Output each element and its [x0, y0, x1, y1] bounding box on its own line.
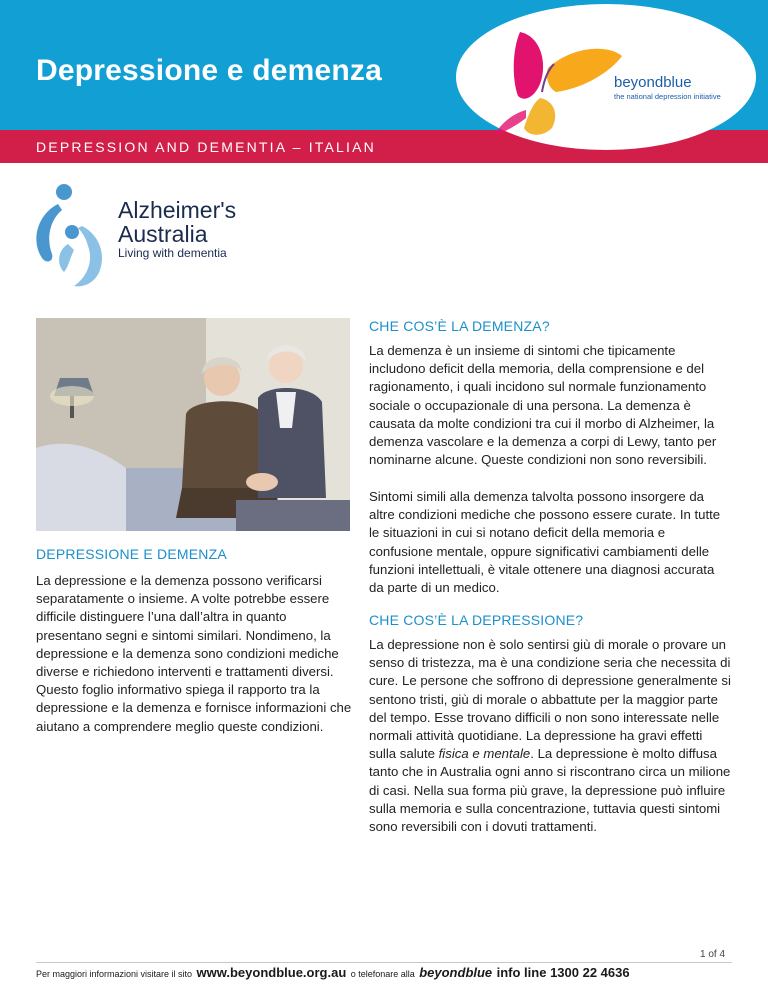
heading-what-is-depression: CHE COS’È LA DEPRESSIONE? — [369, 612, 584, 628]
depression-text-part2: . La depressione è molto diffusa tanto che in Australia ogni anno si riscontrano circa un milione di casi. Nella sua forma più grave, la depressione può influire sulla memoria e sulla concentrazione, tuttavia questi sintomi sono reversibili con i dovuti trattamenti. — [369, 746, 731, 835]
footer-mid-text: o telefonare alla — [350, 969, 415, 979]
page-title: Depressione e demenza — [36, 54, 383, 87]
paragraph-dementia-symptoms: Sintomi simili alla demenza talvolta possono insorgere da altre condizioni mediche che possono essere curate. In tutte le situazioni in cui si notano deficit della memoria e confusione mentale, oppure significativi cambiamenti delle funzioni intellettuali, è vitale ottenere una diagnosi accurata da parte di un medico. — [369, 489, 721, 596]
alzheimers-tagline: Living with dementia — [118, 246, 227, 260]
heading-depression-and-dementia: DEPRESSIONE E DEMENZA — [36, 546, 227, 562]
footer-lead-text: Per maggiori informazioni visitare il sito — [36, 969, 193, 979]
page-number: 1 of 4 — [700, 949, 726, 960]
depression-text-emphasis: fisica e mentale — [438, 746, 531, 762]
heading-what-is-dementia: CHE COS’È LA DEMENZA? — [369, 318, 550, 334]
paragraph-depression-definition — [369, 636, 731, 836]
two-women-photo — [36, 318, 350, 531]
page-subtitle: DEPRESSION AND DEMENTIA – ITALIAN — [36, 139, 376, 155]
depression-text-part1: La depressione non è solo sentirsi giù di morale o provare un senso di tristezza, ma è una condizione seria che necessita di cure. Le persone che soffrono di depressione generalmente si sentono tristi, giù di morale o abbattute per la maggior parte del tempo. Esse trovano difficili o non sono interessate nelle normali attività quotidiane. La depressione ha gravi effetti sulla salute — [369, 637, 731, 762]
alzheimers-name: Alzheimer's Australia — [118, 197, 237, 247]
footer-divider — [36, 962, 732, 963]
paragraph-depression-and-dementia: La depressione e la demenza possono verificarsi separatamente o insieme. A volte potrebbe essere difficile distinguere l’una dall’altra in quanto presentano segni e sintomi similari. Nondimeno, la depressione e la demenza sono condizioni mediche diverse e richiedono interventi e trattamenti diversi. Questo foglio informativo spiega il rapporto tra la depressione e la demenza e fornisce informazioni che aiutano a comprendere meglio queste condizioni. — [36, 573, 352, 734]
footer-website-link[interactable]: www.beyondblue.org.au — [196, 965, 347, 980]
beyondblue-name: beyondblue — [614, 74, 692, 91]
footer-brand: beyondblue — [419, 965, 493, 980]
beyondblue-tagline: the national depression initiative — [614, 92, 721, 101]
alzheimers-logo-icon — [28, 180, 110, 290]
footer — [36, 964, 630, 982]
footer-info-line: info line 1300 22 4636 — [496, 965, 630, 980]
paragraph-dementia-definition: La demenza è un insieme di sintomi che tipicamente includono deficit della memoria, della comprensione e del ragionamento, i quali incidono sul normale funzionamento sociale o occupazionale di una persona. La demenza è causata da molte condizioni tra cui il morbo di Alzheimer, la demenza vascolare e la demenza a corpi di Lewy, tanto per nominarne alcune. Queste condizioni non sono reversibili. — [369, 343, 717, 468]
